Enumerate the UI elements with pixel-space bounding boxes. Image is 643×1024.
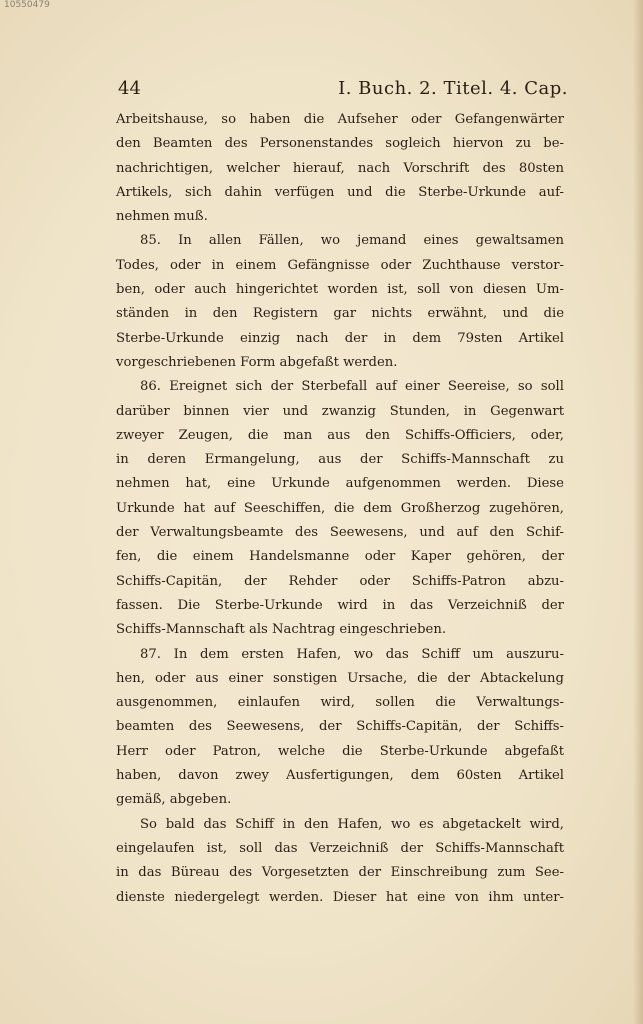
text-line: Artikels, sich dahin verfügen und die Sterbe-Urkunde auf-: [116, 184, 564, 200]
page-edge-shadow: [633, 0, 643, 1024]
text-line: zweyer Zeugen, die man aus den Schiffs-Officiers, oder,: [116, 427, 564, 443]
text-line: ben, oder auch hingerichtet worden ist, soll von diesen Um-: [116, 282, 564, 298]
text-line: in das Büreau des Vorgesetzten der Einschreibung zum See-: [116, 865, 564, 881]
text-line: So bald das Schiff in den Hafen, wo es abgetackelt wird,: [140, 816, 564, 832]
text-line: beamten des Seewesens, der Schiffs-Capitän, der Schiffs-: [116, 719, 564, 735]
text-line: dienste niedergelegt werden. Dieser hat eine von ihm unter-: [116, 889, 564, 905]
text-line: nachrichtigen, welcher hierauf, nach Vorschrift des 80sten: [116, 160, 564, 176]
text-line: fen, die einem Handelsmanne oder Kaper gehören, der: [116, 549, 564, 565]
text-line: Schiffs-Mannschaft als Nachtrag eingeschrieben.: [116, 622, 447, 638]
text-line: Sterbe-Urkunde einzig nach der in dem 79sten Artikel: [116, 330, 564, 346]
page-header: [118, 78, 568, 104]
text-line: fassen. Die Sterbe-Urkunde wird in das Verzeichniß der: [116, 597, 564, 613]
text-line: 87. In dem ersten Hafen, wo das Schiff um auszuru-: [140, 646, 564, 662]
scan-id: 10550479: [4, 0, 50, 10]
text-line: der Verwaltungsbeamte des Seewesens, und auf den Schif-: [116, 525, 564, 541]
text-line: darüber binnen vier und zwanzig Stunden, in Gegenwart: [116, 403, 564, 419]
running-title: I. Buch. 2. Titel. 4. Cap.: [338, 78, 568, 99]
text-line: ständen in den Registern gar nichts erwähnt, und die: [116, 306, 564, 322]
text-line: Arbeitshause, so haben die Aufseher oder Gefangenwärter: [116, 112, 564, 127]
body-text: [116, 108, 564, 910]
text-line: haben, davon zwey Ausfertigungen, dem 60sten Artikel: [116, 768, 564, 784]
text-line: gemäß, abgeben.: [116, 792, 232, 808]
text-line: 86. Ereignet sich der Sterbefall auf einer Seereise, so soll: [140, 379, 564, 395]
text-line: nehmen muß.: [116, 209, 208, 225]
text-line: Schiffs-Capitän, der Rehder oder Schiffs-Patron abzu-: [116, 573, 564, 589]
text-line: 85. In allen Fällen, wo jemand eines gewaltsamen: [140, 233, 564, 249]
page-number: 44: [118, 78, 141, 99]
text-line: hen, oder aus einer sonstigen Ursache, die der Abtackelung: [116, 670, 564, 686]
text-line: in deren Ermangelung, aus der Schiffs-Mannschaft zu: [116, 452, 564, 468]
text-line: nehmen hat, eine Urkunde aufgenommen werden. Diese: [116, 476, 564, 492]
text-line: Todes, oder in einem Gefängnisse oder Zuchthause verstor-: [116, 257, 564, 273]
text-line: eingelaufen ist, soll das Verzeichniß der Schiffs-Mannschaft: [116, 840, 564, 856]
text-line: vorgeschriebenen Form abgefaßt werden.: [116, 354, 398, 370]
text-line: ausgenommen, einlaufen wird, sollen die Verwaltungs-: [116, 695, 564, 711]
text-line: den Beamten des Personenstandes sogleich hiervon zu be-: [116, 136, 564, 152]
text-line: Urkunde hat auf Seeschiffen, die dem Großherzog zugehören,: [116, 500, 564, 516]
text-line: Herr oder Patron, welche die Sterbe-Urkunde abgefaßt: [116, 743, 564, 759]
